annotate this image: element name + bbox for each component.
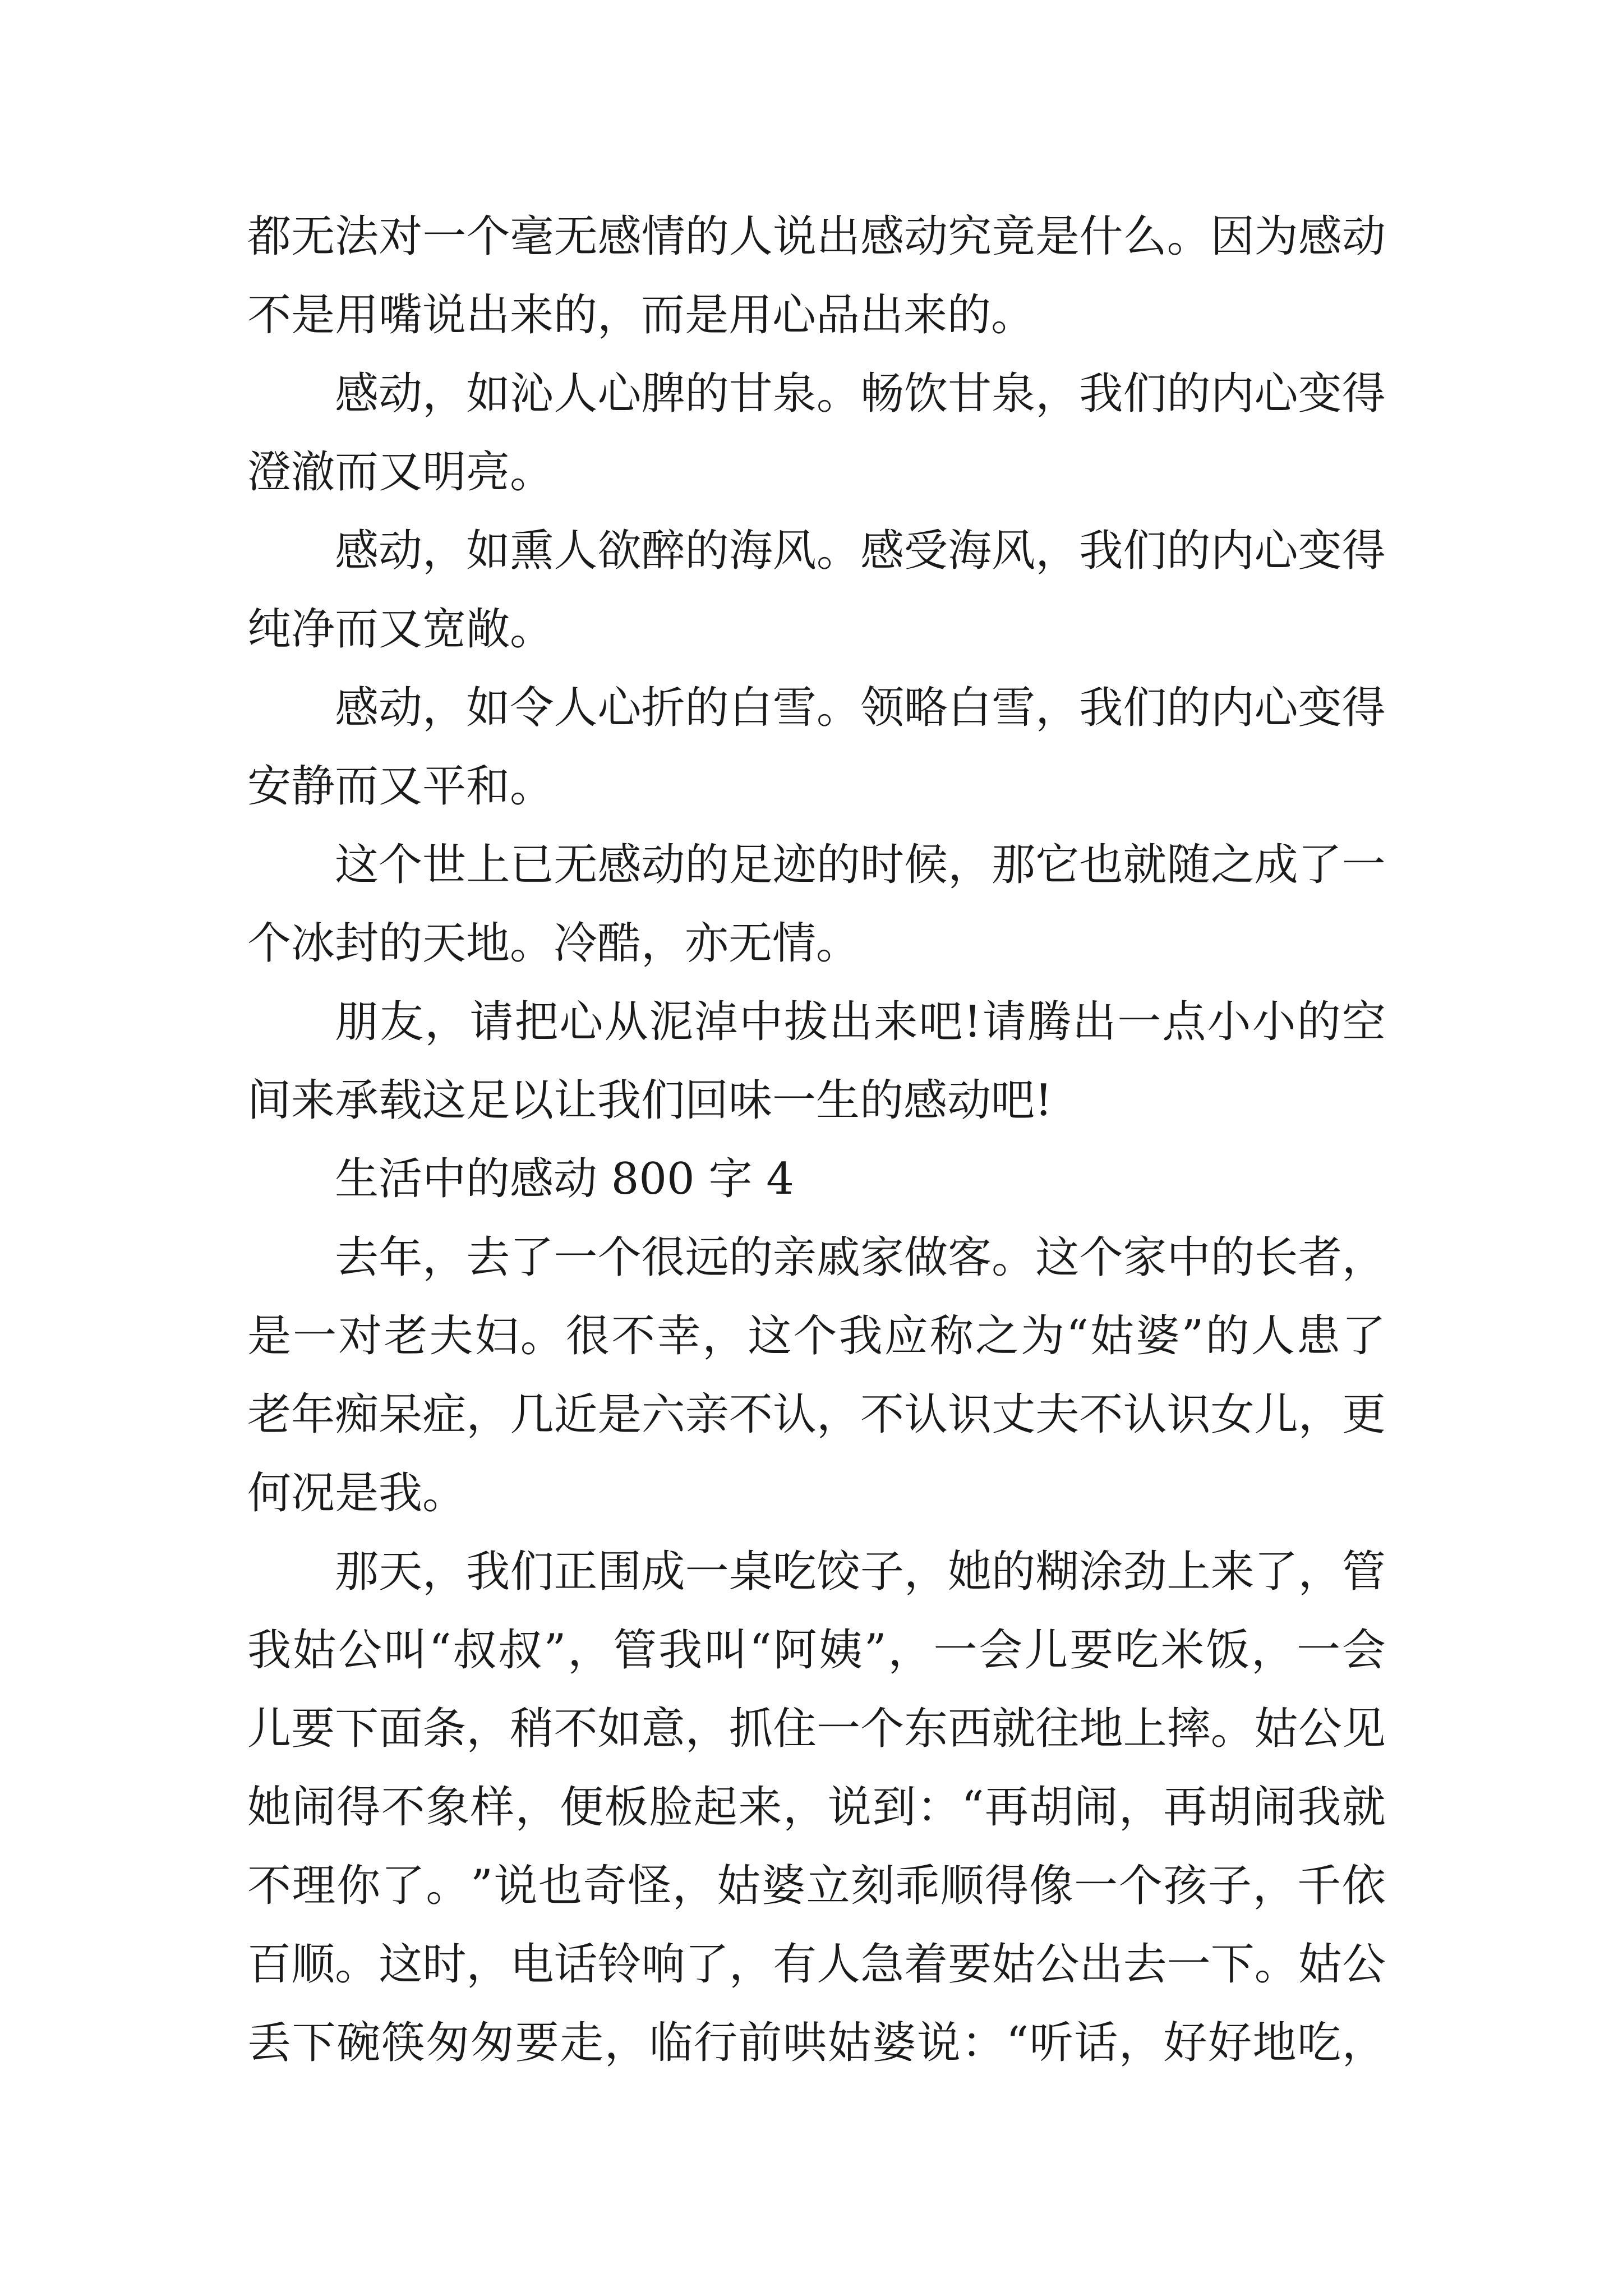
text-line: 感 动 ， 如 沁 人 心 脾 的 甘 泉 。 畅 饮 甘 泉 ， 我 们 的 内 心 变 得 — [335, 369, 1386, 419]
text-line: 丢 下 碗 筷 匆 匆 要 走 ， 临 行 前 哄 姑 婆 说 ： “ 听 话 ， 好 好 地 吃 ， — [247, 2018, 1386, 2068]
text-line: 朋 友 ， 请 把 心 从 泥 淖 中 拔 出 来 吧 ! 请 腾 出 一 点 小 小 的 空 — [335, 997, 1386, 1047]
text-line: 感 动 ， 如 熏 人 欲 醉 的 海 风 。 感 受 海 风 ， 我 们 的 内 心 变 得 — [335, 526, 1386, 576]
text-line: 澄澈而又明亮。 — [247, 447, 554, 498]
text-line: 感 动 ， 如 令 人 心 折 的 白 雪 。 领 略 白 雪 ， 我 们 的 内 心 变 得 — [335, 683, 1386, 733]
text-line: 去 年 ， 去 了 一 个 很 远 的 亲 戚 家 做 客 。 这 个 家 中 的 长 者 ， — [335, 1232, 1386, 1283]
text-line: 都 无 法 对 一 个 毫 无 感 情 的 人 说 出 感 动 究 竟 是 什 么 。 因 为 感 动 — [247, 211, 1386, 262]
text-line: 这 个 世 上 已 无 感 动 的 足 迹 的 时 候 ， 那 它 也 就 随 之 成 了 一 — [335, 840, 1386, 890]
text-line: 是 一 对 老 夫 妇 。 很 不 幸 ， 这 个 我 应 称 之 为 “ 姑 婆 ” 的 人 患 了 — [247, 1311, 1386, 1361]
body-text — [247, 197, 1386, 2082]
text-line: 不是用嘴说出来的，而是用心品出来的。 — [247, 290, 1035, 341]
text-line: 那 天 ， 我 们 正 围 成 一 桌 吃 饺 子 ， 她 的 糊 涂 劲 上 来 了 ， 管 — [335, 1547, 1386, 1597]
text-line: 间来承载这足以让我们回味一生的感动吧! — [247, 1075, 1053, 1126]
text-line: 她 闹 得 不 象 样 ， 便 板 脸 起 来 ， 说 到 ： “ 再 胡 闹 ， 再 胡 闹 我 就 — [247, 1782, 1386, 1833]
text-line: 不 理 你 了 。 ” 说 也 奇 怪 ， 姑 婆 立 刻 乖 顺 得 像 一 个 孩 子 ， 千 依 — [247, 1861, 1386, 1911]
text-line: 我 姑 公 叫 “ 叔 叔 ” ， 管 我 叫 “ 阿 姨 ” ， 一 会 儿 要 吃 米 饭 ， 一 会 — [247, 1625, 1386, 1676]
text-line: 儿 要 下 面 条 ， 稍 不 如 意 ， 抓 住 一 个 东 西 就 往 地 上 摔 。 姑 公 见 — [247, 1704, 1386, 1754]
text-line: 何况是我。 — [247, 1468, 467, 1519]
text-line: 安静而又平和。 — [247, 761, 554, 812]
text-line: 老 年 痴 呆 症 ， 几 近 是 六 亲 不 认 ， 不 认 识 丈 夫 不 认 识 女 儿 ， 更 — [247, 1389, 1386, 1440]
text-line: 生活中的感动 800 字 4 — [335, 1154, 794, 1204]
text-line: 纯净而又宽敞。 — [247, 604, 554, 655]
text-line: 个冰封的天地。冷酷，亦无情。 — [247, 918, 860, 969]
text-line: 百 顺 。 这 时 ， 电 话 铃 响 了 ， 有 人 急 着 要 姑 公 出 去 一 下 。 姑 公 — [247, 1939, 1386, 1990]
